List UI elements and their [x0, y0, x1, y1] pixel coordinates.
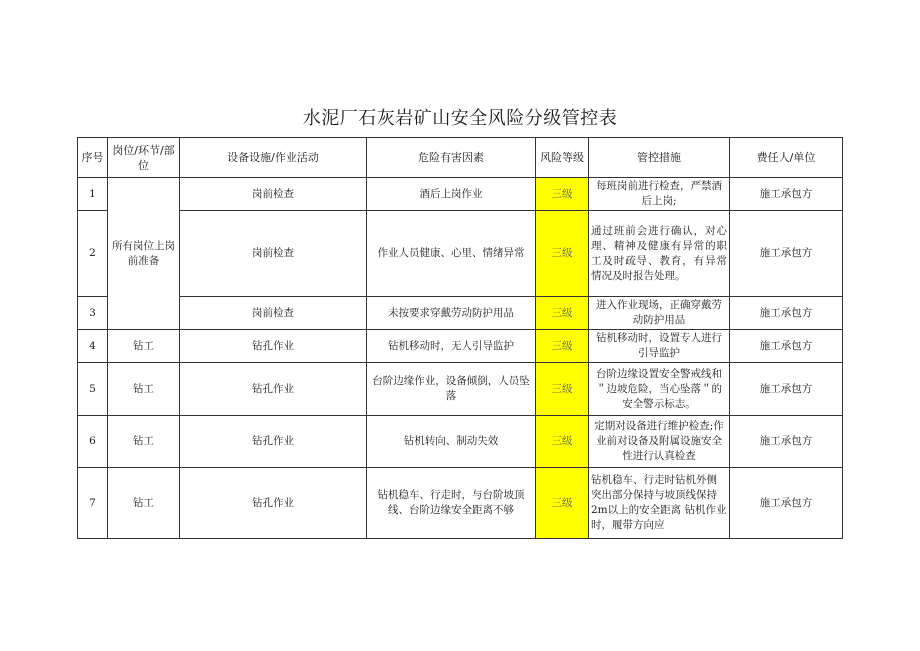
cell-measure: 钻机移动时，设置专人进行引导监护: [589, 330, 730, 363]
cell-hazard: 钻机转向、制动失效: [367, 416, 536, 468]
cell-equipment: 钻孔作业: [180, 416, 367, 468]
cell-measure: 钻机稳车、行走时钻机外侧突出部分保持与坡顶线保持2m以上的安全距离 钻机作业时，履带方向应: [589, 468, 730, 539]
cell-equipment: 钻孔作业: [180, 468, 367, 539]
header-post: 岗位/环节/部位: [108, 138, 180, 178]
cell-responsible: 施工承包方: [730, 363, 843, 416]
cell-hazard: 作业人员健康、心里、情绪异常: [367, 211, 536, 297]
cell-risk-level: 三级: [536, 211, 589, 297]
header-equipment: 设备设施/作业活动: [180, 138, 367, 178]
cell-seq: 3: [78, 297, 108, 330]
cell-risk-level: 三级: [536, 416, 589, 468]
table-row: [78, 363, 843, 416]
cell-responsible: 施工承包方: [730, 416, 843, 468]
cell-measure: 每班岗前进行检查，严禁酒后上岗;: [589, 178, 730, 211]
cell-equipment: 岗前检查: [180, 211, 367, 297]
cell-equipment: 岗前检查: [180, 178, 367, 211]
cell-hazard: 钻机稳车、行走时，与台阶坡顶线、台阶边缘安全距离不够: [367, 468, 536, 539]
cell-responsible: 施工承包方: [730, 297, 843, 330]
cell-risk-level: 三级: [536, 178, 589, 211]
cell-hazard: 台阶边缘作业，设备倾倒，人员坠落: [367, 363, 536, 416]
cell-risk-level: 三级: [536, 297, 589, 330]
table-row: [78, 468, 843, 539]
table-row: [78, 330, 843, 363]
cell-responsible: 施工承包方: [730, 468, 843, 539]
cell-seq: 7: [78, 468, 108, 539]
cell-equipment: 岗前检查: [180, 297, 367, 330]
cell-responsible: 施工承包方: [730, 178, 843, 211]
cell-risk-level: 三级: [536, 468, 589, 539]
header-row: [78, 138, 843, 178]
cell-hazard: 酒后上岗作业: [367, 178, 536, 211]
cell-measure: 进入作业现场，正确穿戴劳动防护用品: [589, 297, 730, 330]
cell-post: 所有岗位上岗前准备: [108, 178, 180, 330]
cell-responsible: 施工承包方: [730, 211, 843, 297]
cell-equipment: 钻孔作业: [180, 363, 367, 416]
cell-seq: 1: [78, 178, 108, 211]
cell-equipment: 钻孔作业: [180, 330, 367, 363]
cell-post: 钻工: [108, 468, 180, 539]
cell-seq: 4: [78, 330, 108, 363]
cell-seq: 6: [78, 416, 108, 468]
header-level: 风险等级: [536, 138, 589, 178]
risk-control-table: [77, 137, 843, 539]
table-row: [78, 416, 843, 468]
header-responsible: 费任人/单位: [730, 138, 843, 178]
cell-post: 钻工: [108, 363, 180, 416]
cell-hazard: 未按要求穿戴劳动防护用品: [367, 297, 536, 330]
cell-measure: 定期对设备进行维护检查;作业前对设备及附属设施安全性进行认真检查: [589, 416, 730, 468]
cell-responsible: 施工承包方: [730, 330, 843, 363]
cell-measure: 通过班前会进行确认，对心理、精神及健康有异常的职工及时疏导、教育，有异常情况及时报告处理。: [589, 211, 730, 297]
cell-measure: 台阶边缘设置安全警戒线和＂边坡危险，当心坠落＂的安全警示标志。: [589, 363, 730, 416]
cell-risk-level: 三级: [536, 363, 589, 416]
page-title: 水泥厂石灰岩矿山安全风险分级管控表: [302, 108, 618, 129]
cell-post: 钻工: [108, 416, 180, 468]
cell-hazard: 钻机移动时，无人引导监护: [367, 330, 536, 363]
header-hazard: 危险有害因素: [367, 138, 536, 178]
table-row: [78, 297, 843, 330]
table-row: [78, 211, 843, 297]
cell-seq: 2: [78, 211, 108, 297]
table-row: [78, 178, 843, 211]
cell-seq: 5: [78, 363, 108, 416]
header-measure: 管控措施: [589, 138, 730, 178]
header-seq: 序号: [78, 138, 108, 178]
cell-post: 钻工: [108, 330, 180, 363]
cell-risk-level: 三级: [536, 330, 589, 363]
